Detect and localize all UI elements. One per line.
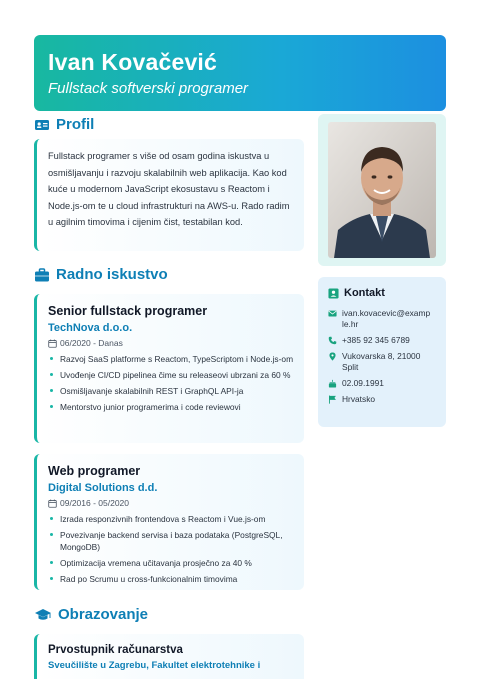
address-line: Split: [342, 362, 359, 372]
contact-title-text: Kontakt: [344, 287, 385, 299]
profile-text: Fullstack programer s više od osam godina iskustva u osmišljavanju i razvoju skalabilnih web aplikacija. Kao kod kuće u modernom JavaScript ekosustavu s Reactom i Node.js-om te u cloud infrastrukturi na AWS-u. Rado radim u agilnim timovima i cijenim čist, testabilan kod.: [48, 151, 290, 227]
email-line: le.hr: [342, 319, 359, 329]
job-date-text: 09/2016 - 05/2020: [60, 498, 130, 508]
job-company: TechNova d.o.o.: [48, 322, 133, 334]
education-degree: Prvostupnik računarstva: [48, 644, 183, 656]
job-card: [34, 454, 304, 590]
education-card: [34, 634, 304, 679]
profile-card: [34, 139, 304, 251]
calendar-icon: [48, 339, 57, 348]
header-banner: [34, 35, 446, 111]
job-date-text: 06/2020 - Danas: [60, 338, 123, 348]
section-title-text: Profil: [56, 116, 95, 133]
education-school: Sveučilište u Zagrebu, Fakultet elektrotehnike i: [48, 660, 261, 671]
cake-icon: [328, 379, 337, 388]
job-date: [48, 338, 294, 348]
contact-card: [318, 277, 446, 427]
job-title: Senior fullstack programer: [48, 304, 208, 318]
section-title-experience: [34, 266, 168, 283]
job-bullet: Uvođenje CI/CD pipelinea čime su releaseovi ubrzani za 60 %: [48, 369, 294, 381]
portrait-image: [328, 122, 436, 258]
job-bullet: Osmišljavanje skalabilnih REST i GraphQL API-ja: [48, 385, 294, 397]
phone-text: +385 92 345 6789: [342, 335, 410, 345]
calendar-icon: [48, 499, 57, 508]
section-title-profile: [34, 116, 94, 133]
contact-birthdate: [328, 378, 436, 389]
job-bullet: Rad po Scrumu u cross-funkcionalnim timovima: [48, 573, 294, 585]
briefcase-icon: [34, 267, 50, 283]
job-date: [48, 498, 294, 508]
id-card-icon: [34, 117, 50, 133]
job-bullet: Razvoj SaaS platforme s Reactom, TypeScriptom i Node.js-om: [48, 353, 294, 365]
job-card: [34, 294, 304, 443]
person-role: Fullstack softverski programer: [48, 80, 249, 97]
contact-address: [328, 351, 436, 373]
graduation-cap-icon: [34, 607, 52, 623]
section-title-text: Obrazovanje: [58, 606, 149, 623]
person-name: Ivan Kovačević: [48, 49, 218, 75]
phone-icon: [328, 336, 337, 345]
job-bullet: Optimizacija vremena učitavanja prosječno za 40 %: [48, 557, 294, 569]
section-title-education: [34, 606, 148, 623]
job-bullet: Mentorstvo junior programerima i code reviewovi: [48, 401, 294, 413]
section-title-text: Radno iskustvo: [56, 266, 168, 283]
flag-icon: [328, 395, 337, 404]
job-title: Web programer: [48, 464, 141, 478]
job-bullets: [48, 513, 294, 585]
contact-nationality: [328, 394, 436, 405]
photo-frame: [318, 114, 446, 266]
address-line: Vukovarska 8, 21000: [342, 351, 421, 361]
job-company: Digital Solutions d.d.: [48, 482, 158, 494]
envelope-icon: [328, 309, 337, 318]
job-bullet: Povezivanje backend servisa i baza podataka (PostgreSQL, MongoDB): [48, 529, 294, 553]
email-line: ivan.kovacevic@examp: [342, 308, 431, 318]
job-bullet: Izrada responzivnih frontendova s Reactom i Vue.js-om: [48, 513, 294, 525]
job-bullets: [48, 353, 294, 413]
contact-title: [328, 287, 436, 299]
profile-photo: [328, 122, 436, 258]
map-pin-icon: [328, 352, 337, 361]
birthdate-text: 02.09.1991: [342, 378, 384, 388]
nationality-text: Hrvatsko: [342, 394, 376, 404]
address-card-icon: [328, 288, 339, 299]
contact-phone[interactable]: [328, 335, 436, 346]
contact-email[interactable]: [328, 308, 436, 330]
